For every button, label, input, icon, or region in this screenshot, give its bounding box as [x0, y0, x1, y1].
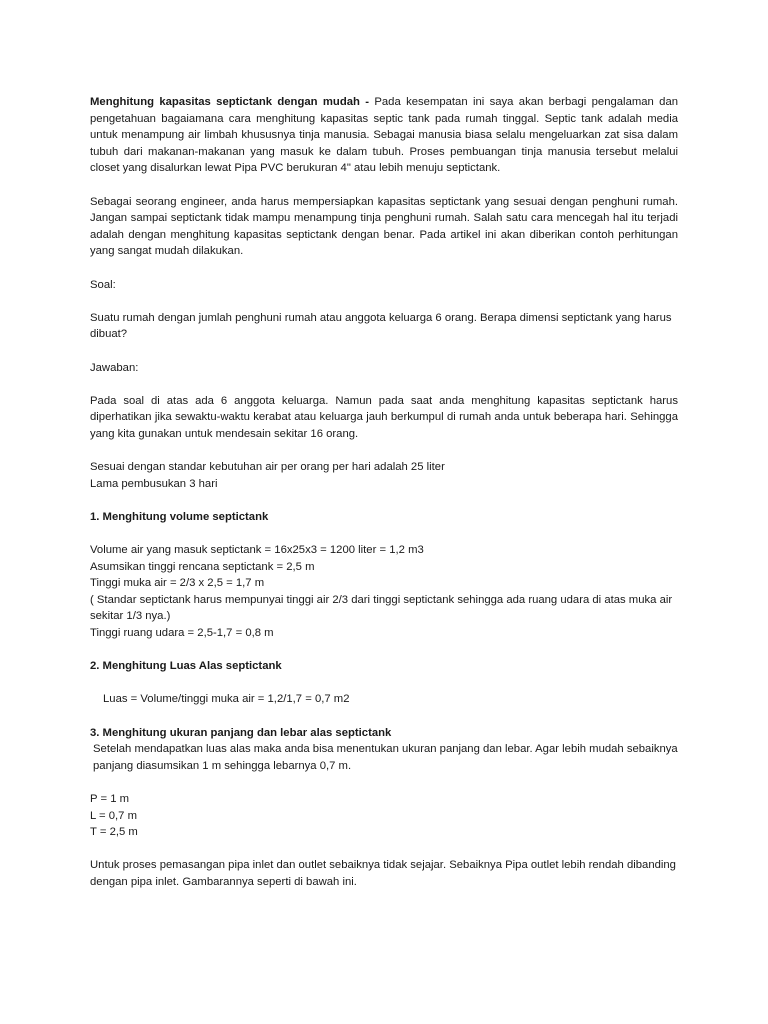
intro-paragraph	[90, 94, 678, 177]
section-3-heading: 3. Menghitung ukuran panjang dan lebar alas septictank	[90, 726, 392, 739]
dimension-t: T = 2,5 m	[90, 826, 138, 839]
dimension-block	[90, 791, 678, 841]
section-1-line-5: Tinggi ruang udara = 2,5-1,7 = 0,8 m	[90, 627, 274, 639]
section-1-line-4: ( Standar septictank harus mempunyai tinggi air 2/3 dari tinggi septictank sehingga ada ruang udara di atas muka air sekitar 1/3 nya.)	[90, 593, 673, 623]
section-2-line-1: Luas = Volume/tinggi muka air = 1,2/1,7 = 0,7 m2	[103, 693, 350, 706]
soal-text: Suatu rumah dengan jumlah penghuni rumah atau anggota keluarga 6 orang. Berapa dimensi septictank yang harus dibuat?	[90, 311, 672, 341]
document-page	[90, 94, 678, 891]
jawaban-text: Pada soal di atas ada 6 anggota keluarga. Namun pada saat anda menghitung kapasitas septictank harus diperhatikan jika sewaktu-waktu kerabat atau keluarga jauh berkumpul di rumah anda untuk beberapa hari. Sehingga yang kita gunakan untuk mendesain sekitar 16 orang.	[90, 394, 678, 440]
engineer-paragraph: Sebagai seorang engineer, anda harus mempersiapkan kapasitas septictank yang sesuai dengan penghuni rumah. Jangan sampai septictank tidak mampu menampung tinja penghuni rumah. Salah satu cara mencegah hal itu terjadi adalah dengan menghitung kapasitas septictank dengan benar. Pada artikel ini akan diberikan contoh perhitungan yang sangat mudah dilakukan.	[90, 195, 678, 258]
intro-text: Pada kesempatan ini saya akan berbagi pengalaman dan pengetahuan bagaiamana cara menghitung kapasitas septic tank pada rumah tinggal. Septic tank adalah media untuk menampung air limbah khususnya tinja manusia. Sebagai manusia biasa selalu mengeluarkan zat sisa dalam tubuh dari makanan-makanan yang masuk ke dalam tubuh. Proses pembuangan tinja manusia tersebut melalui closet yang disalurkan lewat Pipa PVC berukuran 4" atau lebih menuju septictank.	[90, 96, 679, 175]
dimension-l: L = 0,7 m	[90, 809, 137, 822]
section-1-line-1: Volume air yang masuk septictank = 16x25x3 = 1200 liter = 1,2 m3	[90, 544, 424, 557]
closing-paragraph: Untuk proses pemasangan pipa inlet dan outlet sebaiknya tidak sejajar. Sebaiknya Pipa outlet lebih rendah dibanding dengan pipa inlet. Gambarannya seperti di bawah ini.	[90, 859, 676, 888]
section-2-heading: 2. Menghitung Luas Alas septictank	[90, 660, 282, 673]
standar-line-1: Sesuai dengan standar kebutuhan air per orang per hari adalah 25 liter	[90, 461, 445, 474]
section-1-line-3: Tinggi muka air = 2/3 x 2,5 = 1,7 m	[90, 577, 265, 590]
section-1-body	[90, 542, 678, 642]
standar-block	[90, 459, 678, 492]
section-1-line-2: Asumsikan tinggi rencana septictank = 2,5 m	[90, 560, 315, 573]
section-1-heading: 1. Menghitung volume septictank	[90, 510, 269, 523]
dimension-p: P = 1 m	[90, 792, 130, 805]
standar-line-2: Lama pembusukan 3 hari	[90, 477, 218, 490]
section-3-text: Setelah mendapatkan luas alas maka anda bisa menentukan ukuran panjang dan lebar. Agar lebih mudah sebaiknya panjang diasumsikan 1 m sehingga lebarnya 0,7 m.	[93, 743, 678, 772]
soal-label: Soal:	[90, 278, 116, 291]
intro-title: Menghitung kapasitas septictank dengan mudah -	[90, 96, 370, 108]
jawaban-label: Jawaban:	[90, 361, 139, 374]
